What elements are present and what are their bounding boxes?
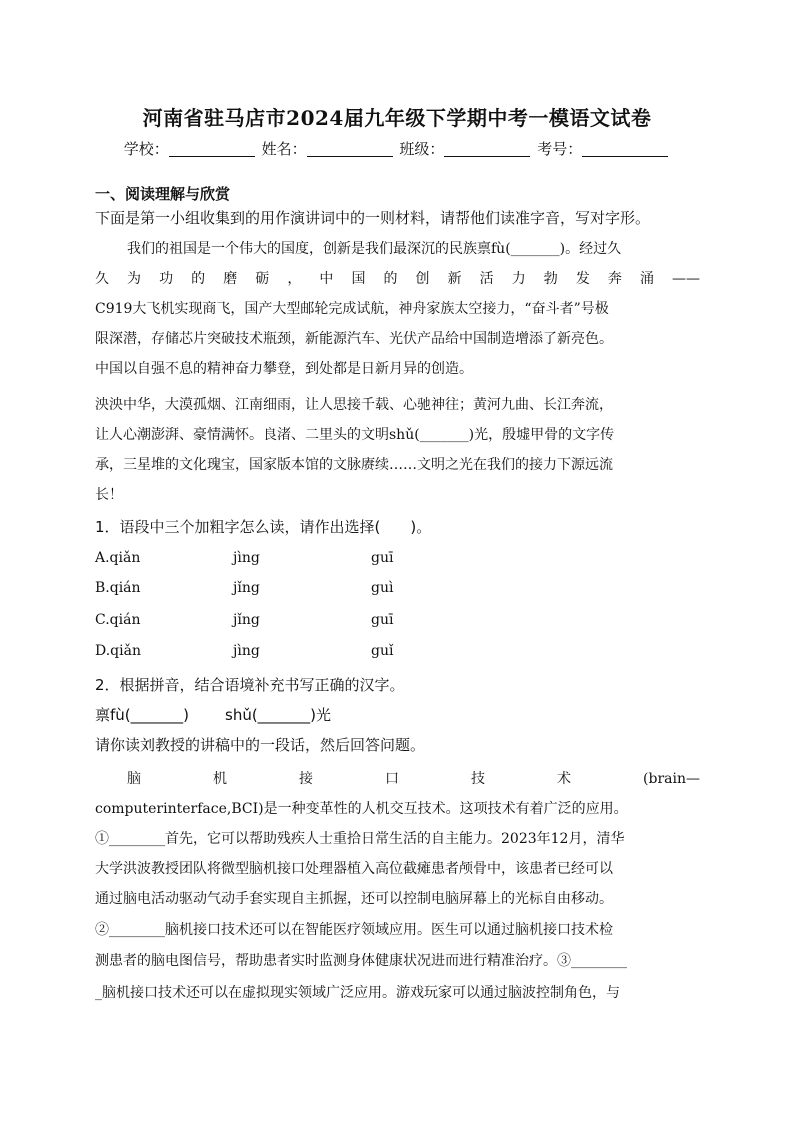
passage2-line-3: ①________首先，它可以帮助残疾人士重拾日常生活的自主能力。2023年12月，清华 [95,831,625,847]
option-b-3: guì [371,580,394,596]
option-c-2: jǐng [233,612,260,628]
school-label: 学校： [123,140,169,158]
option-b-1: B.qián [95,580,141,596]
passage-line-9: 长！ [95,487,123,503]
option-b[interactable] [95,580,700,596]
passage-line-6: 泱泱中华，大漠孤烟、江南细雨，让人思接千载、心驰神往；黄河九曲、长江奔流， [95,397,613,413]
passage2-line-7: 测患者的脑电图信号，帮助患者实时监测身体健康状况进而进行精准治疗。③________ [95,953,627,969]
question-2-blanks [95,704,700,725]
passage-line-1: 我们的祖国是一个伟大的国度，创新是我们最深沉的民族禀fù(_______)。经过久 [127,241,622,257]
option-b-2: jǐng [233,580,260,596]
option-a-2: jìng [233,550,260,566]
read-intro: 请你读刘教授的讲稿中的一段话，然后回答问题。 [95,736,426,754]
exam-no-label: 考号： [537,140,583,158]
passage2-line-2: computerinterface,BCI)是一种变革性的人机交互技术。这项技术有着广泛的应用。 [95,801,628,817]
passage-line-7: 让人心潮澎湃、豪情满怀。良渚、二里头的文明shǔ(_______)光，殷墟甲骨的文字传 [95,427,615,443]
passage-line-8: 承，三星堆的文化瑰宝，国家版本馆的文脉赓续……文明之光在我们的接力下源远流 [95,457,613,473]
passage2-line-5: 通过脑电活动驱动气动手套实现自主抓握，还可以控制电脑屏幕上的光标自由移动。 [95,891,613,907]
class-label: 班级： [399,140,445,158]
option-a[interactable] [95,550,700,566]
section-heading: 一、阅读理解与欣赏 [95,185,231,203]
class-blank[interactable] [444,141,530,157]
passage2-line-4: 大学洪波教授团队将微型脑机接口处理器植入高位截瘫患者颅骨中，该患者已经可以 [95,861,613,877]
question-2: 2．根据拼音，结合语境补充书写正确的汉字。 [95,676,405,694]
option-d-3: guǐ [371,643,394,659]
option-a-3: guī [371,550,394,566]
question-1: 1．语段中三个加粗字怎么读，请作出选择( )。 [95,518,432,536]
blank-fu[interactable]: 禀fù(_______) [95,706,189,724]
school-blank[interactable] [169,141,255,157]
passage-line-5: 中国以自强不息的精神奋力攀登，到处都是日新月异的创造。 [95,361,473,377]
option-a-1: A.qiǎn [95,550,141,566]
option-c-3: guī [371,612,394,628]
passage2-line-6: ②________脑机接口技术还可以在智能医疗领域应用。医生可以通过脑机接口技术检 [95,922,613,938]
option-c-1: C.qián [95,612,141,628]
passage-line-2: 久为功的磨砺，中国的创新活力勃发奔涌—— [95,271,700,287]
blank-shu[interactable]: shǔ(_______)光 [225,706,332,724]
passage-line-4: 限深潜，存储芯片突破技术瓶颈，新能源汽车、光伏产品给中国制造增添了新亮色。 [95,331,613,347]
option-d-2: jìng [233,643,260,659]
section-intro: 下面是第一小组收集到的用作演讲词中的一则材料，请帮他们读准字音，写对字形。 [95,209,651,227]
exam-title: 河南省驻马店市2024届九年级下学期中考一模语文试卷 [142,106,652,130]
passage2-line-8: _脑机接口技术还可以在虚拟现实领域广泛应用。游戏玩家可以通过脑波控制角色，与 [95,985,620,1001]
option-d[interactable] [95,643,700,659]
option-c[interactable] [95,612,700,628]
passage-line-3: C919大飞机实现商飞，国产大型邮轮完成试航，神舟家族太空接力，“奋斗者”号极 [95,301,609,317]
name-label: 姓名： [261,140,307,158]
passage2-line-1: 脑机接口技术(brain— [127,771,700,787]
student-info-row [0,138,794,159]
exam-no-blank[interactable] [582,141,668,157]
name-blank[interactable] [307,141,393,157]
option-d-1: D.qiǎn [95,643,141,659]
